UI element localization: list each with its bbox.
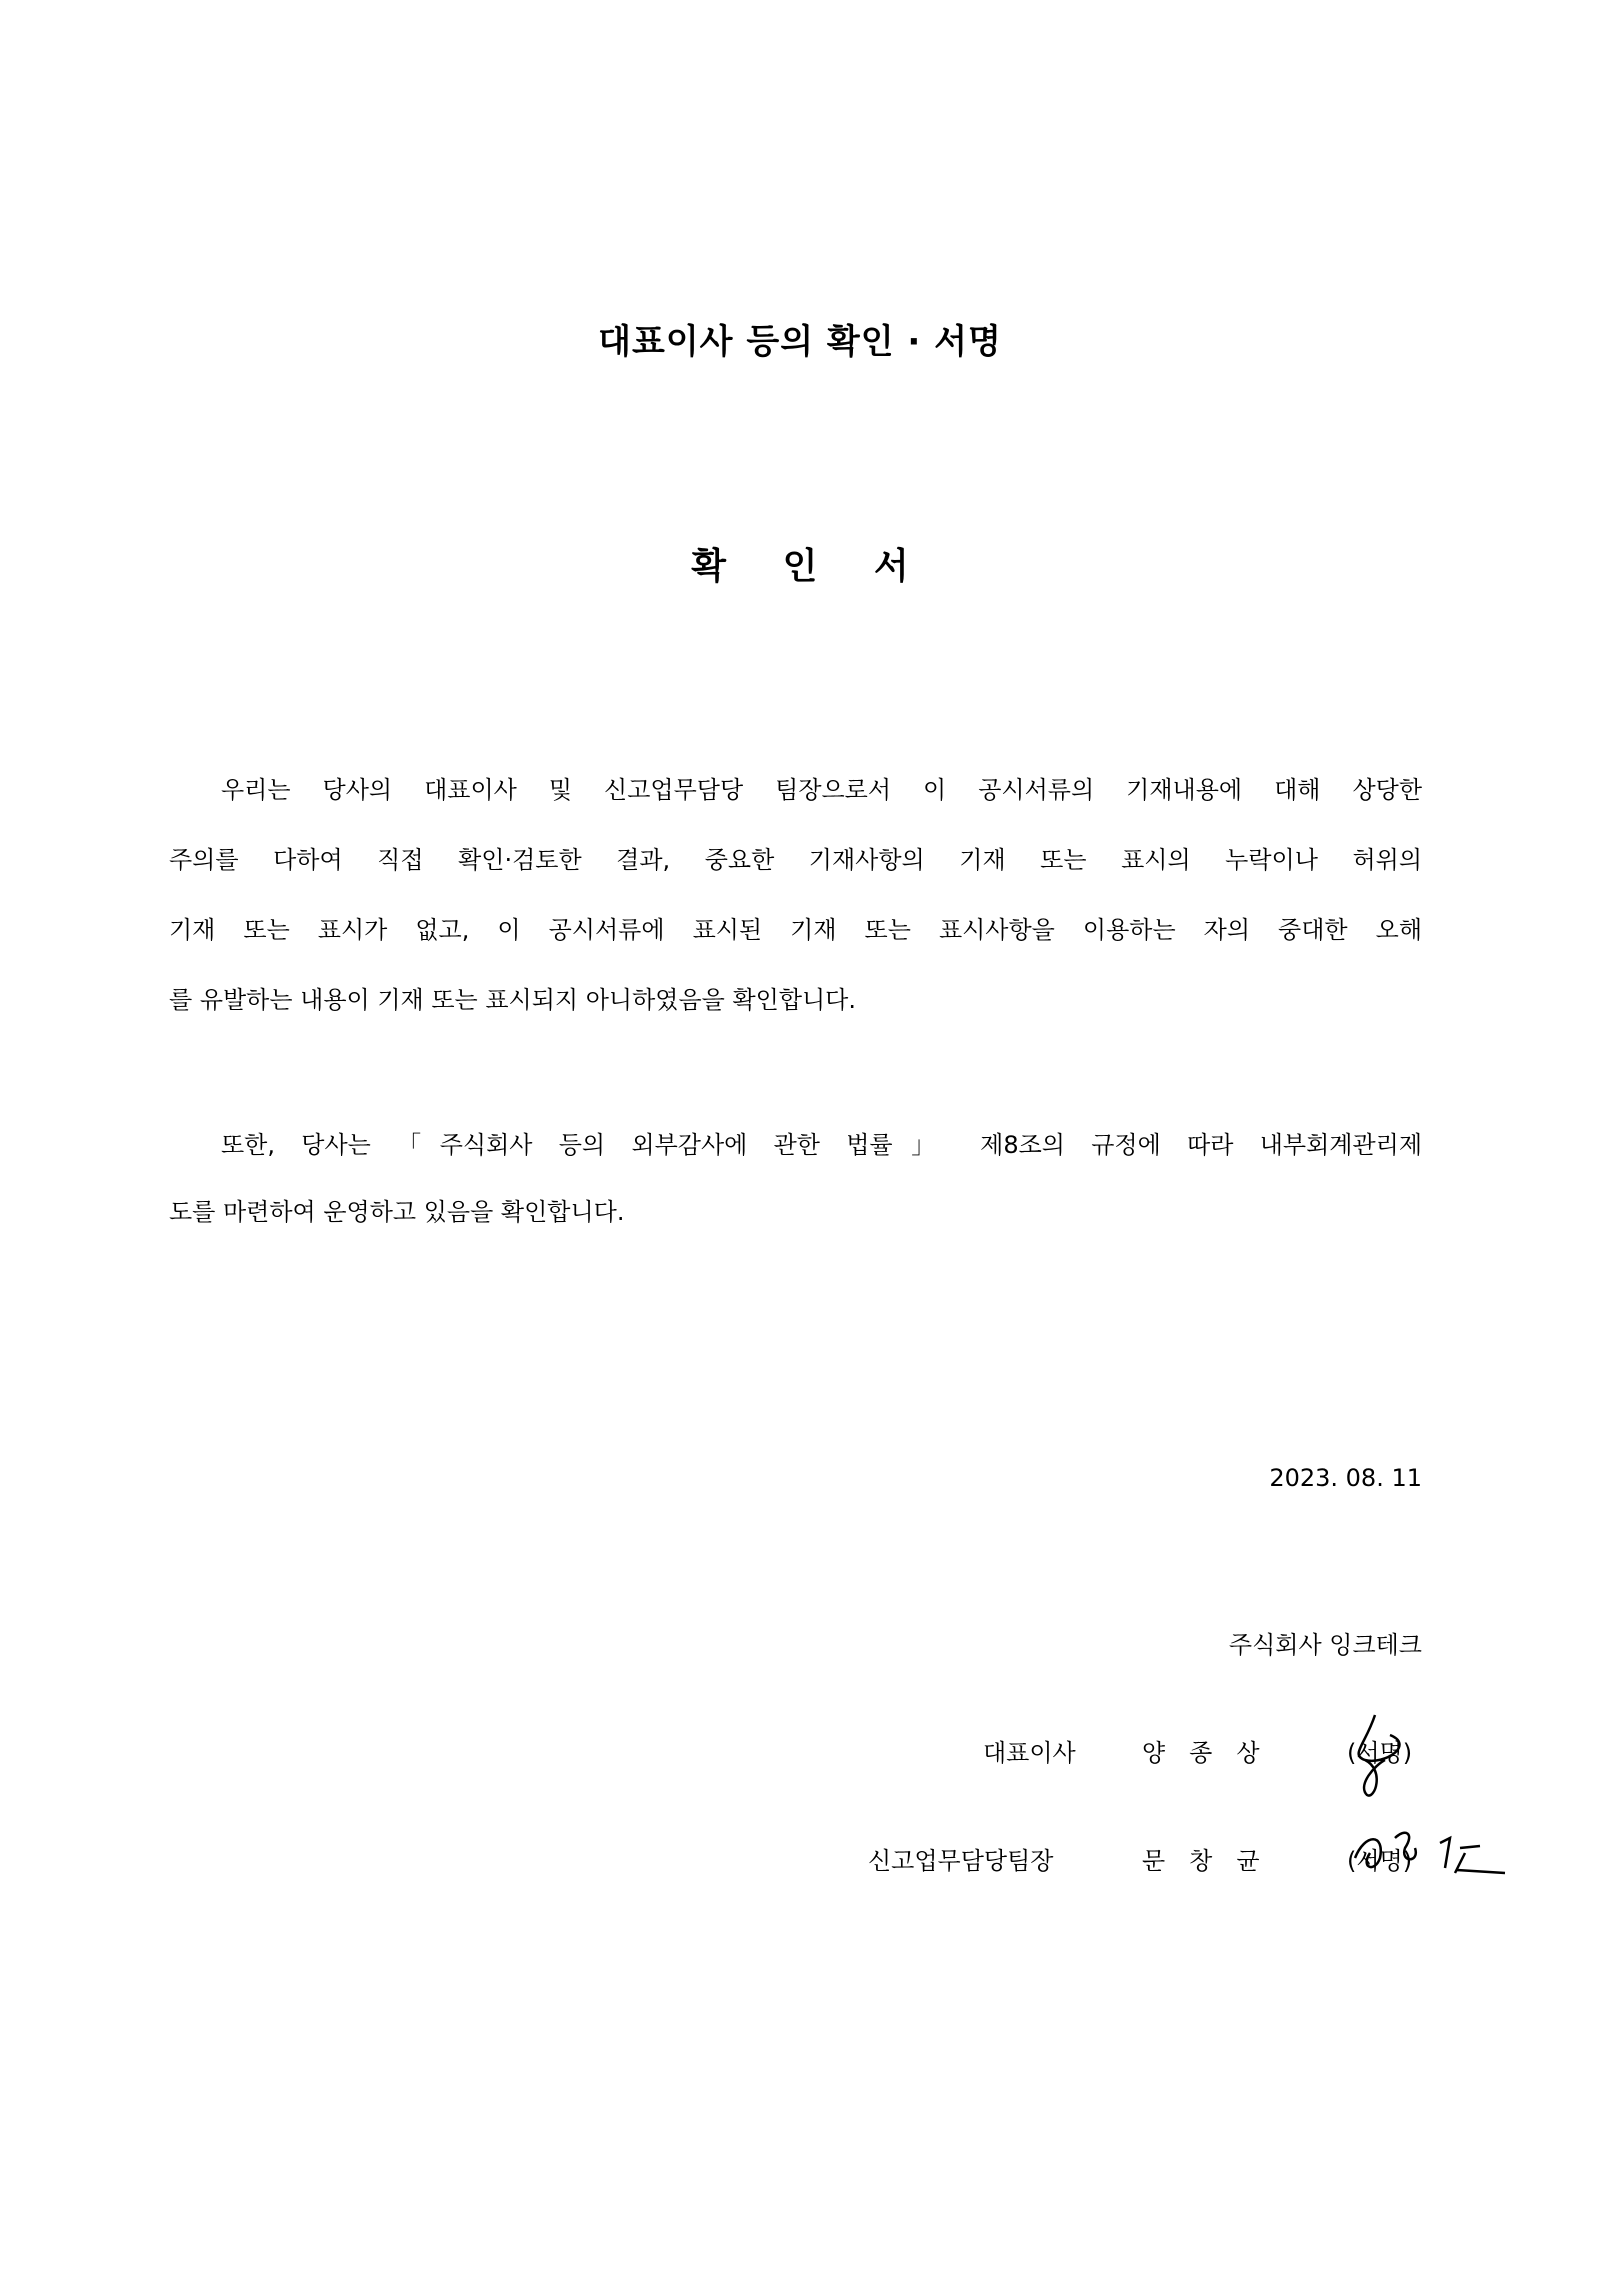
paragraph-line: 기재 또는 표시가 없고, 이 공시서류에 표시된 기재 또는 표시사항을 이용하는 자의 중대한 오해	[169, 916, 1422, 944]
handwritten-signature-icon	[1345, 1705, 1435, 1805]
document-subtitle: 확 인 서	[691, 546, 931, 587]
paragraph-line: 우리는 당사의 대표이사 및 신고업무담당 팀장으로서 이 공시서류의 기재내용에 대해 상당한	[221, 776, 1422, 804]
paragraph-line: 또한, 당사는 「주식회사 등의 외부감사에 관한 법률」 제8조의 규정에 따라 내부회계관리제	[221, 1131, 1422, 1159]
signatory-title: 신고업무담당팀장	[868, 1847, 1054, 1875]
company-name: 주식회사 잉크테크	[1228, 1631, 1422, 1659]
signatory-name: 양종상	[1142, 1739, 1284, 1767]
document-date: 2023. 08. 11	[1269, 1464, 1422, 1492]
signature-placeholder: (서명)	[1347, 1847, 1413, 1875]
signatory-name: 문창균	[1142, 1847, 1284, 1875]
signatory-title: 대표이사	[983, 1739, 1076, 1767]
signature-placeholder: (서명)	[1347, 1739, 1413, 1767]
paragraph-line: 주의를 다하여 직접 확인·검토한 결과, 중요한 기재사항의 기재 또는 표시의 누락이나 허위의	[169, 846, 1422, 874]
paragraph-line: 를 유발하는 내용이 기재 또는 표시되지 아니하였음을 확인합니다.	[169, 986, 856, 1014]
paragraph-line: 도를 마련하여 운영하고 있음을 확인합니다.	[169, 1198, 625, 1226]
document-title: 대표이사 등의 확인 · 서명	[598, 322, 1002, 362]
handwritten-signature-icon	[1345, 1818, 1515, 1888]
